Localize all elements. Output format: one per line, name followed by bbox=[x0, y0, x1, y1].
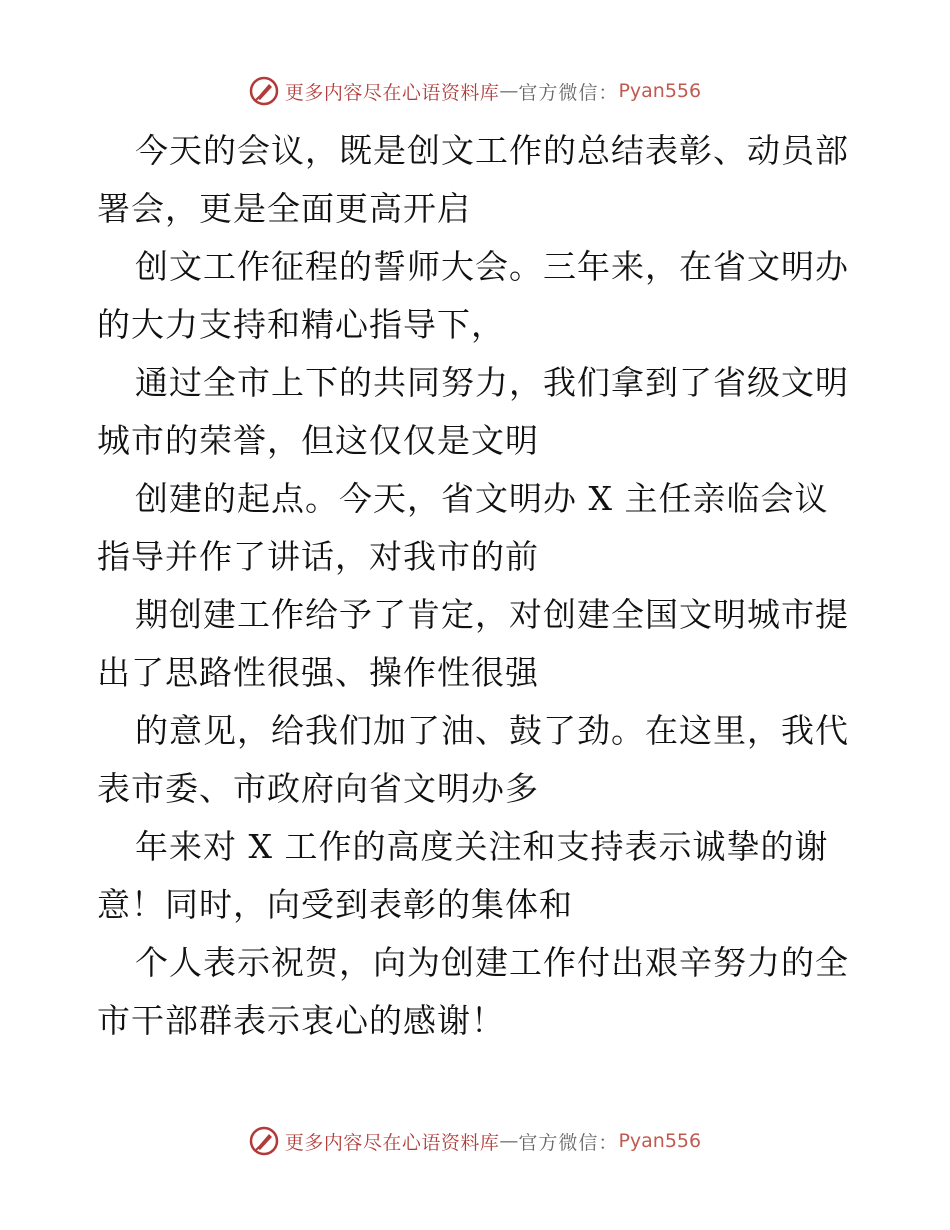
watermark-wechat-id: Pyan556 bbox=[618, 1130, 702, 1152]
body-line: 创文工作征程的誓师大会。三年来，在省文明办 bbox=[135, 247, 849, 286]
watermark-text: 更多内容尽在心语资料库 bbox=[284, 81, 500, 104]
watermark-label: 官方微信： bbox=[518, 81, 619, 104]
body-line: 意！同时，向受到表彰的集体和 bbox=[97, 885, 573, 924]
body-line: 创建的起点。今天，省文明办 X 主任亲临会议 bbox=[135, 479, 829, 518]
body-line: 今天的会议，既是创文工作的总结表彰、动员部 bbox=[135, 131, 849, 170]
body-line: 个人表示祝贺，向为创建工作付出艰辛努力的全 bbox=[135, 943, 849, 982]
quill-logo-icon bbox=[249, 76, 279, 106]
body-line: 期创建工作给予了肯定，对创建全国文明城市提 bbox=[135, 595, 849, 634]
footer-watermark bbox=[0, 1121, 950, 1161]
watermark-label: 官方微信： bbox=[518, 1131, 619, 1154]
body-line: 表市委、市政府向省文明办多 bbox=[97, 769, 539, 808]
body-line: 通过全市上下的共同努力，我们拿到了省级文明 bbox=[135, 363, 849, 402]
body-line: 的大力支持和精心指导下， bbox=[97, 305, 505, 344]
body-line: 出了思路性很强、操作性很强 bbox=[97, 653, 539, 692]
body-line: 城市的荣誉，但这仅仅是文明 bbox=[97, 421, 539, 460]
body-line: 的意见，给我们加了油、鼓了劲。在这里，我代 bbox=[135, 711, 849, 750]
watermark-dash: — bbox=[499, 80, 519, 102]
document-body bbox=[97, 122, 857, 1050]
header-watermark bbox=[0, 71, 950, 111]
watermark-dash: — bbox=[499, 1130, 519, 1152]
body-line: 年来对 X 工作的高度关注和支持表示诚挚的谢 bbox=[135, 827, 829, 866]
body-line: 指导并作了讲话，对我市的前 bbox=[97, 537, 539, 576]
watermark-text: 更多内容尽在心语资料库 bbox=[284, 1131, 500, 1154]
watermark-wechat-id: Pyan556 bbox=[618, 80, 702, 102]
body-line: 署会，更是全面更高开启 bbox=[97, 189, 471, 228]
body-line: 市干部群表示衷心的感谢！ bbox=[97, 1001, 505, 1040]
quill-logo-icon bbox=[249, 1126, 279, 1156]
